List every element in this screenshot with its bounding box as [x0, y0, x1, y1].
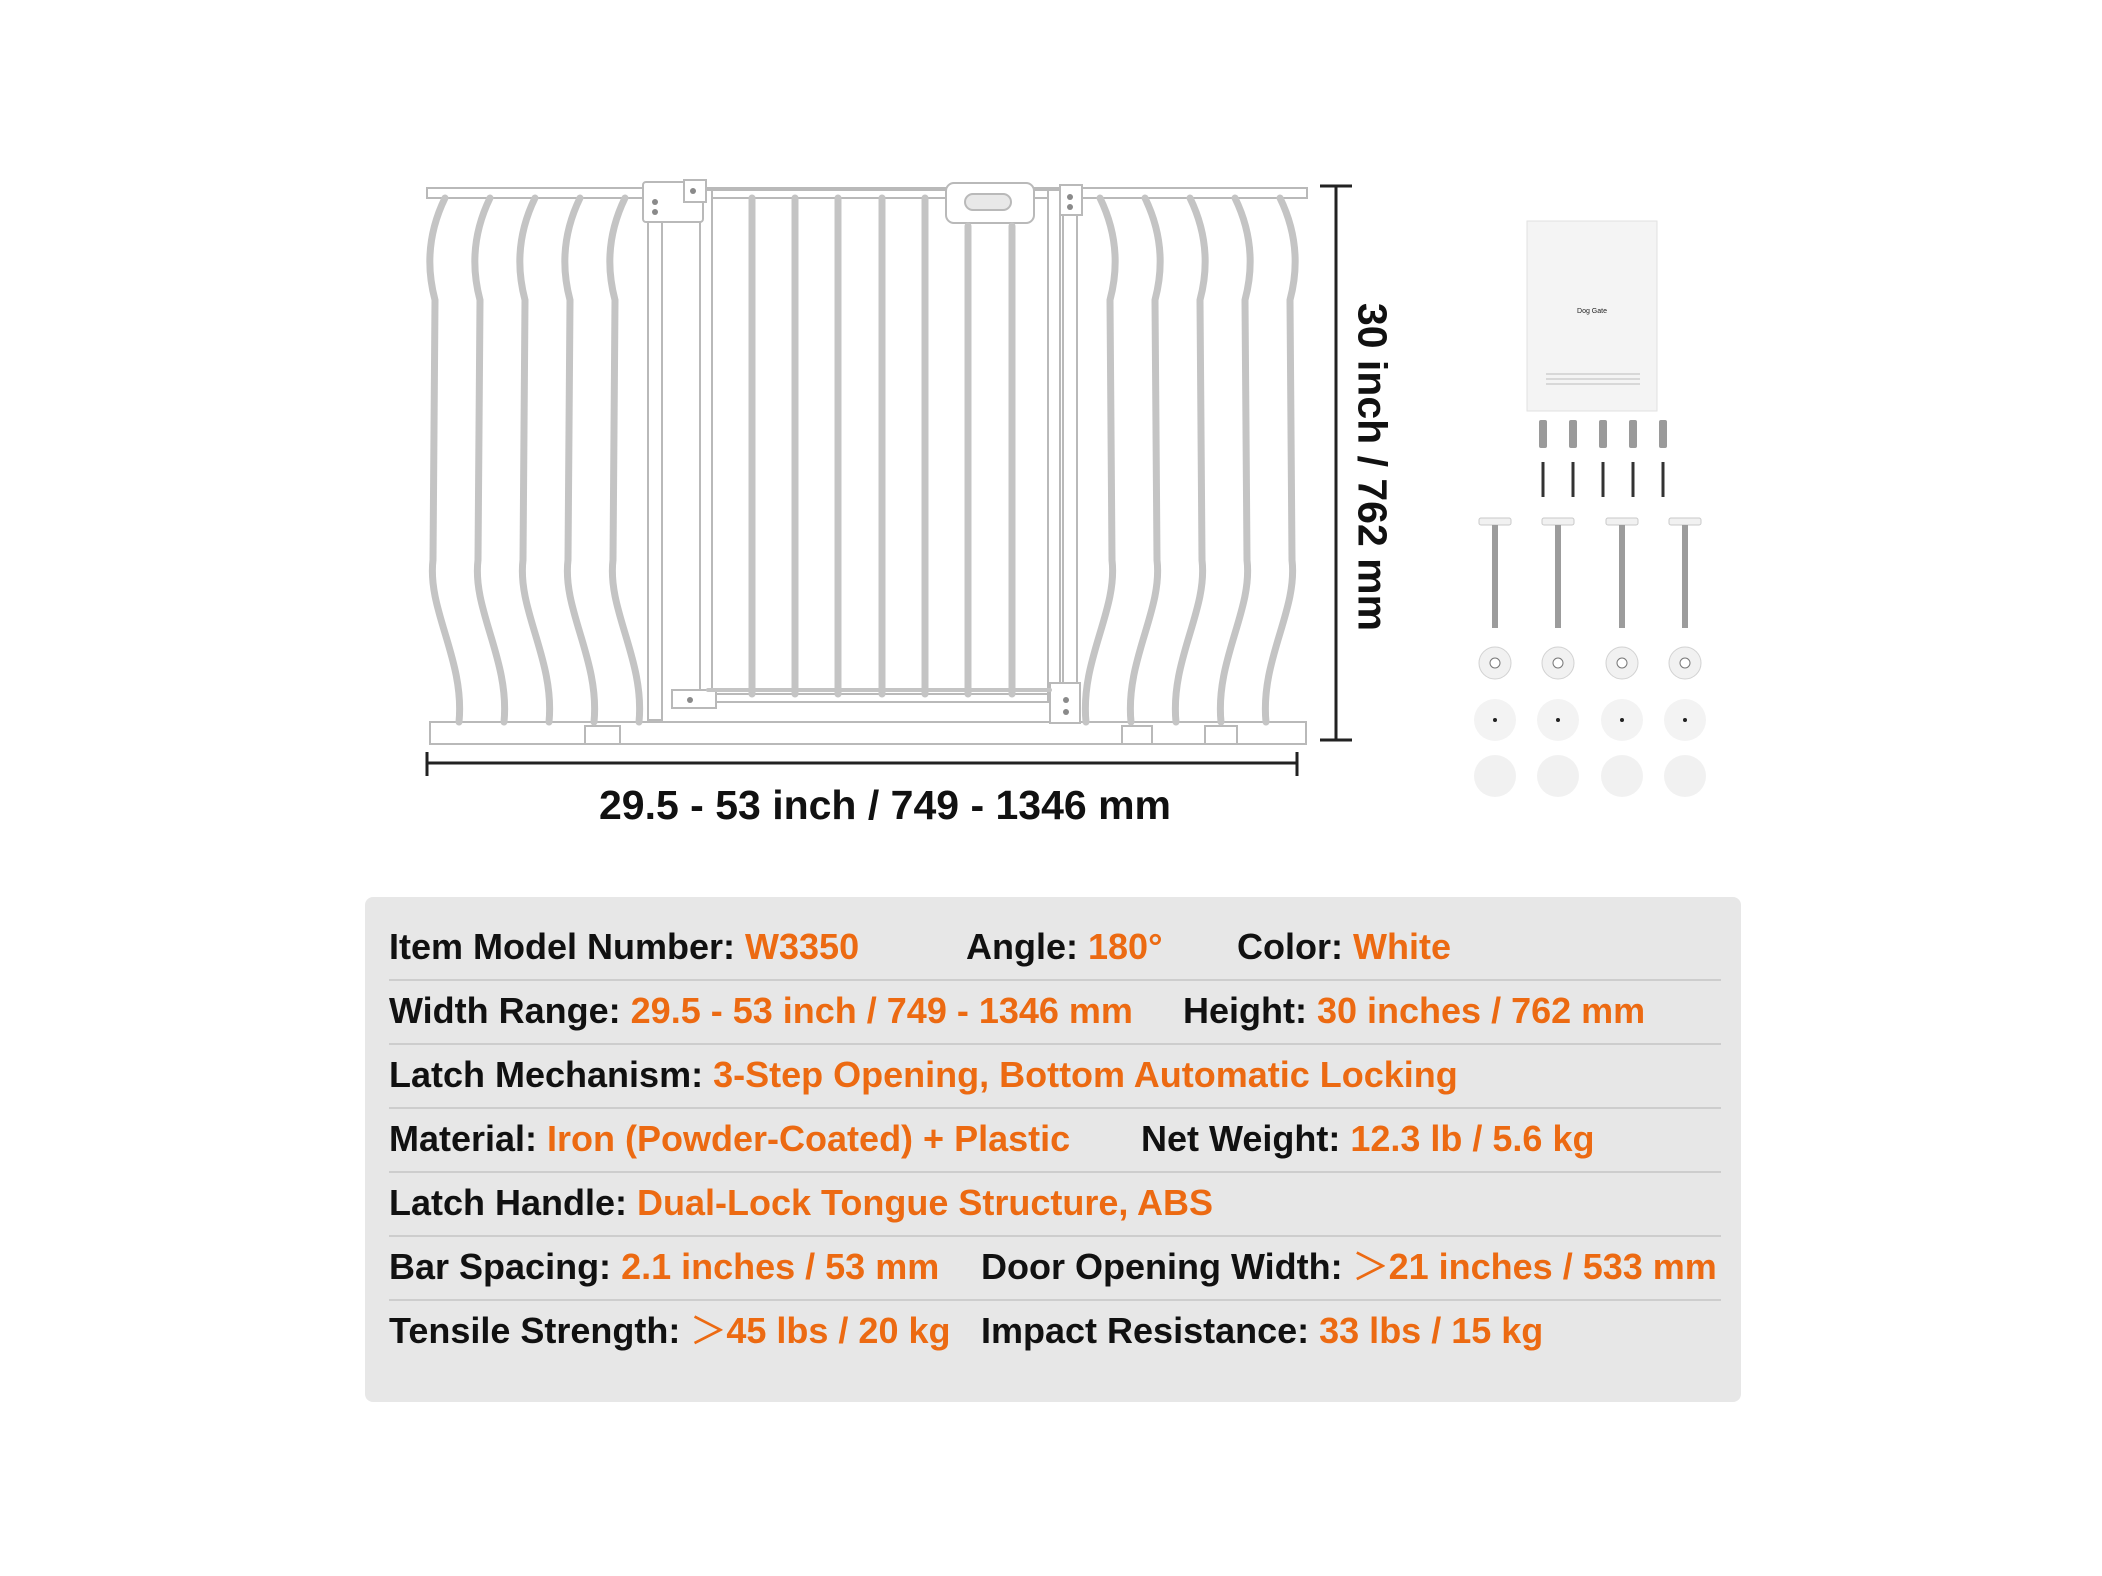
gate-bar — [565, 198, 595, 722]
spec-bar-spacing: Bar Spacing: 2.1 inches / 53 mm — [389, 1246, 940, 1287]
spec-row — [389, 917, 1721, 977]
lock-nut-hole — [1490, 658, 1500, 668]
pressure-bolt-cap — [1479, 518, 1511, 525]
gate-bottom-rail — [430, 722, 1306, 744]
rubber-pad — [1601, 755, 1643, 797]
mounting-hardware — [1474, 420, 1706, 797]
wall-cup-center — [1556, 718, 1560, 722]
instruction-manual — [1527, 221, 1657, 411]
door-right-frame — [1048, 190, 1060, 702]
gate-bar — [1130, 198, 1160, 722]
door-left-post — [648, 190, 662, 720]
spec-material: Material: Iron (Powder-Coated) + Plastic — [389, 1118, 1071, 1159]
rubber-pad — [1664, 755, 1706, 797]
spec-row — [389, 1237, 1721, 1297]
door-left-frame — [700, 190, 712, 702]
spec-impact-resistance: Impact Resistance: 33 lbs / 15 kg — [981, 1310, 1544, 1351]
pressure-bolt-cap — [1606, 518, 1638, 525]
manual-title: Dog Gate — [1577, 308, 1607, 315]
wall-cup-center — [1683, 718, 1687, 722]
height-dimension-label: 30 inch / 762 mm — [1349, 302, 1396, 632]
door-bars — [708, 198, 1050, 694]
pressure-bolt-cap — [1669, 518, 1701, 525]
spec-latch-mechanism: Latch Mechanism: 3-Step Opening, Bottom Automatic Locking — [389, 1054, 1458, 1095]
wall-anchor — [1539, 420, 1547, 448]
wall-anchor — [1629, 420, 1637, 448]
specifications-panel — [365, 897, 1741, 1402]
gate-bar — [430, 198, 460, 722]
rubber-pad — [1537, 755, 1579, 797]
bottom-left-hinge — [672, 690, 716, 708]
spec-tensile-strength: Tensile Strength: ＞45 lbs / 20 kg — [389, 1310, 951, 1351]
pressure-bolt-cap — [1542, 518, 1574, 525]
lock-nut-hole — [1553, 658, 1563, 668]
wall-cup-center — [1620, 718, 1624, 722]
spec-width-range: Width Range: 29.5 - 53 inch / 749 - 1346 mm — [389, 990, 1133, 1031]
door-right-post — [1063, 190, 1077, 720]
right-extension-bars — [1085, 198, 1295, 722]
spec-height: Height: 30 inches / 762 mm — [1183, 990, 1646, 1031]
gate-bar — [610, 198, 640, 722]
lock-nut-hole — [1617, 658, 1627, 668]
width-dimension-label: 29.5 - 53 inch / 749 - 1346 mm — [598, 782, 1172, 828]
gate-bar — [520, 198, 550, 722]
gate-bar — [1265, 198, 1295, 722]
spec-row — [389, 1173, 1721, 1233]
spec-row — [389, 1109, 1721, 1169]
wall-anchor — [1569, 420, 1577, 448]
spec-latch-handle: Latch Handle: Dual-Lock Tongue Structure, ABS — [389, 1182, 1214, 1223]
top-right-hinge — [1060, 185, 1082, 215]
gate-bar — [1175, 198, 1205, 722]
spec-row — [389, 981, 1721, 1041]
lock-nut-hole — [1680, 658, 1690, 668]
spec-row — [389, 1301, 1721, 1361]
spec-color: Color: White — [1237, 926, 1451, 967]
bottom-right-hinge — [1050, 683, 1080, 723]
spec-door-opening-width: Door Opening Width: ＞21 inches / 533 mm — [981, 1246, 1717, 1287]
gate-bar — [1220, 198, 1250, 722]
spec-net-weight: Net Weight: 12.3 lb / 5.6 kg — [1141, 1118, 1595, 1159]
gate-bar — [475, 198, 505, 722]
spec-row — [389, 1045, 1721, 1105]
spec-model: Item Model Number: W3350 — [389, 926, 860, 967]
rubber-pad — [1474, 755, 1516, 797]
wall-anchor — [1599, 420, 1607, 448]
wall-anchor — [1659, 420, 1667, 448]
left-extension-bars — [430, 198, 640, 722]
wall-cup-center — [1493, 718, 1497, 722]
spec-angle: Angle: 180° — [966, 926, 1163, 967]
gate-bar — [1085, 198, 1115, 722]
